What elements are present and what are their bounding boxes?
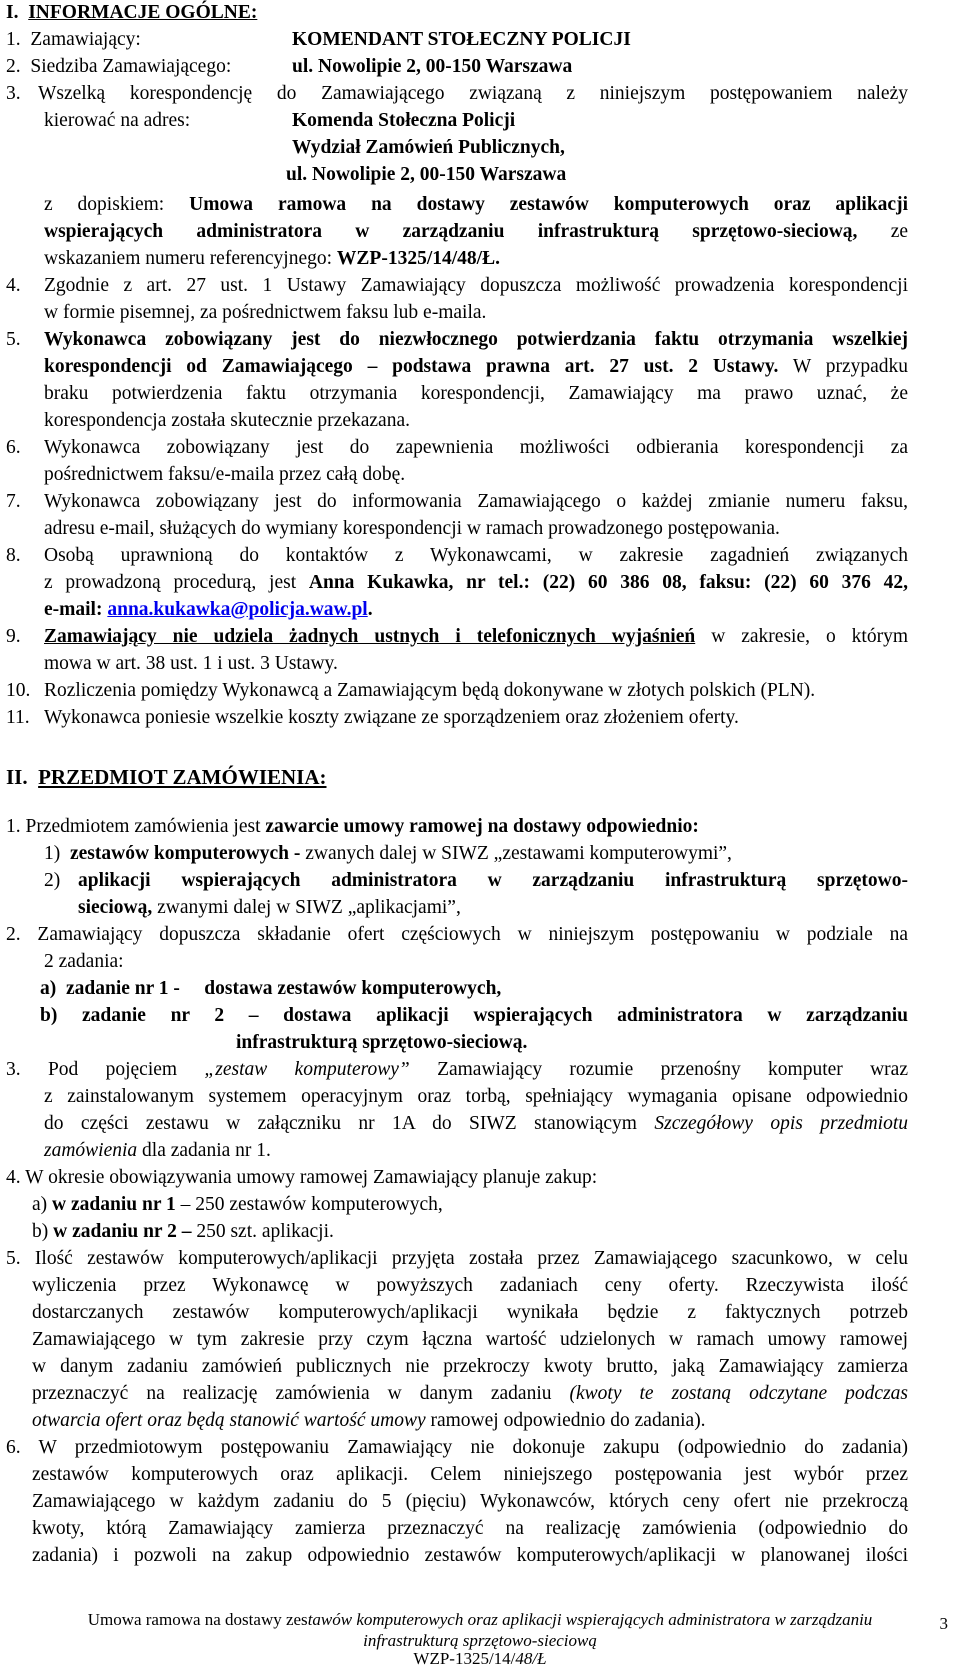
s2-item-3-line-3: do części zestawu w załączniku nr 1A do SIWZ stanowiącym Szczegółowy opis przedmiotu [44, 1113, 909, 1134]
s2-item-3-line-1: 3. Pod pojęciem „zestaw komputerowy” Zamawiający rozumie przenośny komputer wraz [6, 1059, 908, 1080]
item-8-line-1: Osobą uprawnioną do kontaktów z Wykonawcami, w zakresie zagadnień związanych [44, 545, 908, 566]
item-7-line-2: adresu e-mail, służących do wymiany korespondencji w ramach prowadzonego postępowania. [44, 518, 780, 539]
item-9-line-1: Zamawiający nie udziela żadnych ustnych i telefonicznych wyjaśnień w zakresie, o którym [44, 626, 908, 647]
address-line-1: Komenda Stołeczna Policji [292, 110, 516, 131]
item-7-line-1: Wykonawca zobowiązany jest do informowania Zamawiającego o każdej zmianie numeru faksu, [44, 491, 908, 512]
task-1: a) zadanie nr 1 - dostawa zestawów komputerowych, [40, 978, 502, 999]
item-5-line-1: Wykonawca zobowiązany jest do niezwłocznego potwierdzania faktu otrzymania wszelkiej [44, 329, 908, 350]
s2-item-4-line-1: 4. W okresie obowiązywania umowy ramowej Zamawiający planuje zakup: [6, 1167, 598, 1188]
section-title: INFORMACJE OGÓLNE: [28, 2, 258, 23]
item-11-number: 11. [6, 707, 30, 728]
s2-item-4-b: b) w zadaniu nr 2 – 250 szt. aplikacji. [32, 1221, 334, 1242]
s2-item-1: 1. Przedmiotem zamówienia jest zawarcie umowy ramowej na dostawy odpowiednio: [6, 816, 699, 837]
item-3-number: 3. [6, 83, 21, 104]
s2-item-1-sub-2-line-1: aplikacji wspierających administratora w zarządzaniu infrastrukturą sprzętowo- [78, 870, 908, 891]
item-10-line: Rozliczenia pomiędzy Wykonawcą a Zamawiającym będą dokonywane w złotych polskich (PLN). [44, 680, 816, 701]
s2-item-3-line-4: zamówienia dla zadania nr 1. [44, 1140, 271, 1161]
item-6-line-2: pośrednictwem faksu/e-maila przez całą dobę. [44, 464, 406, 485]
s2-item-5-line-3: dostarczanych zestawów komputerowych/aplikacji wynikała będzie z faktycznych potrzeb [32, 1302, 908, 1323]
item-3-label: kierować na adres: [44, 110, 191, 131]
s2-item-5-line-1: 5. Ilość zestawów komputerowych/aplikacji przyjęta została przez Zamawiającego szacunkowo, w celu [6, 1248, 908, 1269]
s2-item-6-line-2: zestawów komputerowych oraz aplikacji. Celem niniejszego postępowania jest wybór przez [32, 1464, 908, 1485]
item-8-line-3: e-mail: anna.kukawka@policja.waw.pl. [44, 599, 373, 620]
item-3-line-1: Wszelką korespondencję do Zamawiającego związaną z niniejszym postępowaniem należy [38, 83, 908, 104]
dopisek-line-1: z dopiskiem: Umowa ramowa na dostawy zestawów komputerowych oraz aplikacji [44, 194, 908, 215]
item-2: 2. Siedziba Zamawiającego: [6, 56, 232, 77]
footer-line-1: Umowa ramowa na dostawy zestawów komputerowych oraz aplikacji wspierających administratora w zarządzaniu [87, 1610, 873, 1629]
item-4-line-2: w formie pisemnej, za pośrednictwem faksu lub e-maila. [44, 302, 487, 323]
s2-item-6-line-1: 6. W przedmiotowym postępowaniu Zamawiający nie dokonuje zakupu (odpowiednio do zadania) [6, 1437, 908, 1458]
s2-item-2-line-1: 2. Zamawiający dopuszcza składanie ofert częściowych w niniejszym postępowaniu w podziale na [6, 924, 908, 945]
s2-item-5-line-7: otwarcia ofert oraz będą stanowić wartość umowy ramowej odpowiednio do zadania). [32, 1410, 706, 1431]
item-1-value: KOMENDANT STOŁECZNY POLICJI [292, 29, 631, 50]
s2-item-5-line-6: przeznaczyć na realizację zamówienia w danym zadaniu (kwoty te zostaną odczytane podczas [32, 1383, 909, 1404]
item-6-line-1: Wykonawca zobowiązany jest do zapewnienia możliwości odbierania korespondencji za [44, 437, 908, 458]
item-10-number: 10. [6, 680, 31, 701]
task-2-line-2: infrastrukturą sprzętowo-sieciową. [236, 1032, 528, 1053]
item-7-number: 7. [6, 491, 21, 512]
item-11-line: Wykonawca poniesie wszelkie koszty związane ze sporządzeniem oraz złożeniem oferty. [44, 707, 739, 728]
page-number: 3 [939, 1614, 948, 1633]
dopisek-line-2: wspierających administratora w zarządzaniu infrastrukturą sprzętowo-sieciową, ze [44, 221, 908, 242]
s2-item-4-a: a) w zadaniu nr 1 – 250 zestawów komputerowych, [32, 1194, 443, 1215]
item-5-number: 5. [6, 329, 21, 350]
section-number: I. [6, 2, 19, 23]
s2-item-6-line-3: Zamawiającego w każdym zadaniu do 5 (pięciu) Wykonawców, których ceny ofert nie przekroczą [32, 1491, 908, 1512]
item-5-line-4: korespondencja została skutecznie przekazana. [44, 410, 410, 431]
footer-line-2: infrastrukturą sprzętowo-sieciową [363, 1631, 597, 1650]
email-link[interactable]: anna.kukawka@policja.waw.pl [107, 599, 368, 620]
item-9-line-2: mowa w art. 38 ust. 1 i ust. 3 Ustawy. [44, 653, 338, 674]
s2-item-5-line-5: w danym zadaniu zamówień publicznych nie przekroczy kwoty brutto, jaką Zamawiający zamierza [32, 1356, 908, 1377]
item-1: 1. Zamawiający: [6, 29, 141, 50]
s2-item-6-line-5: zadania) i pozwoli na zakup odpowiednio zestawów komputerowych/aplikacji w planowanej ilości [32, 1545, 908, 1566]
s2-item-1-sub-2-line-2: sieciową, zwanymi dalej w SIWZ „aplikacjami”, [78, 897, 461, 918]
s2-item-6-line-4: kwoty, którą Zamawiający zamierza przeznaczyć na realizację zamówienia (odpowiednio do [32, 1518, 908, 1539]
item-6-number: 6. [6, 437, 21, 458]
reference-number: WZP-1325/14/48/Ł. [336, 248, 500, 269]
address-line-2: Wydział Zamówień Publicznych, [292, 137, 565, 158]
s2-item-5-line-4: Zamawiającego w tym zakresie przy czym łączna wartość udzielonych w ramach umowy ramowej [32, 1329, 908, 1350]
item-2-value: ul. Nowolipie 2, 00-150 Warszawa [292, 56, 573, 77]
section-title: PRZEDMIOT ZAMÓWIENIA: [38, 765, 327, 789]
s2-item-1-sub-1: 1) zestawów komputerowych - zwanych dalej w SIWZ „zestawami komputerowymi”, [44, 843, 732, 864]
item-4-number: 4. [6, 275, 21, 296]
item-5-line-2: korespondencji od Zamawiającego – podstawa prawna art. 27 ust. 2 Ustawy. W przypadku [44, 356, 909, 377]
address-line-3: ul. Nowolipie 2, 00-150 Warszawa [286, 164, 567, 185]
section-number: II. [6, 765, 28, 789]
section-1-heading [6, 0, 257, 27]
s2-item-5-line-2: wyliczenia przez Wykonawcę w powyższych zadaniach ceny oferty. Rzeczywista ilość [32, 1275, 908, 1296]
footer-line-3: WZP-1325/14/48/Ł [413, 1649, 547, 1668]
s2-item-1-sub-2-number: 2) [44, 870, 61, 891]
section-2-heading [6, 764, 327, 791]
s2-item-3-line-2: z zainstalowanym systemem operacyjnym oraz torbą, spełniający wymagania opisane odpowiednio [44, 1086, 908, 1107]
item-8-number: 8. [6, 545, 21, 566]
s2-item-2-line-2: 2 zadania: [44, 951, 124, 972]
task-2-line-1: b) zadanie nr 2 – dostawa aplikacji wspierających administratora w zarządzaniu [40, 1005, 908, 1026]
reference-number-line: wskazaniem numeru referencyjnego: WZP-1325/14/48/Ł. [44, 248, 500, 269]
item-4-line-1: Zgodnie z art. 27 ust. 1 Ustawy Zamawiający dopuszcza możliwość prowadzenia korespondencji [44, 275, 908, 296]
item-9-number: 9. [6, 626, 21, 647]
item-5-line-3: braku potwierdzenia faktu otrzymania korespondencji, Zamawiający ma prawo uznać, że [44, 383, 908, 404]
item-8-line-2: z prowadzoną procedurą, jest Anna Kukawka, nr tel.: (22) 60 386 08, faksu: (22) 60 376 42, [44, 572, 909, 593]
